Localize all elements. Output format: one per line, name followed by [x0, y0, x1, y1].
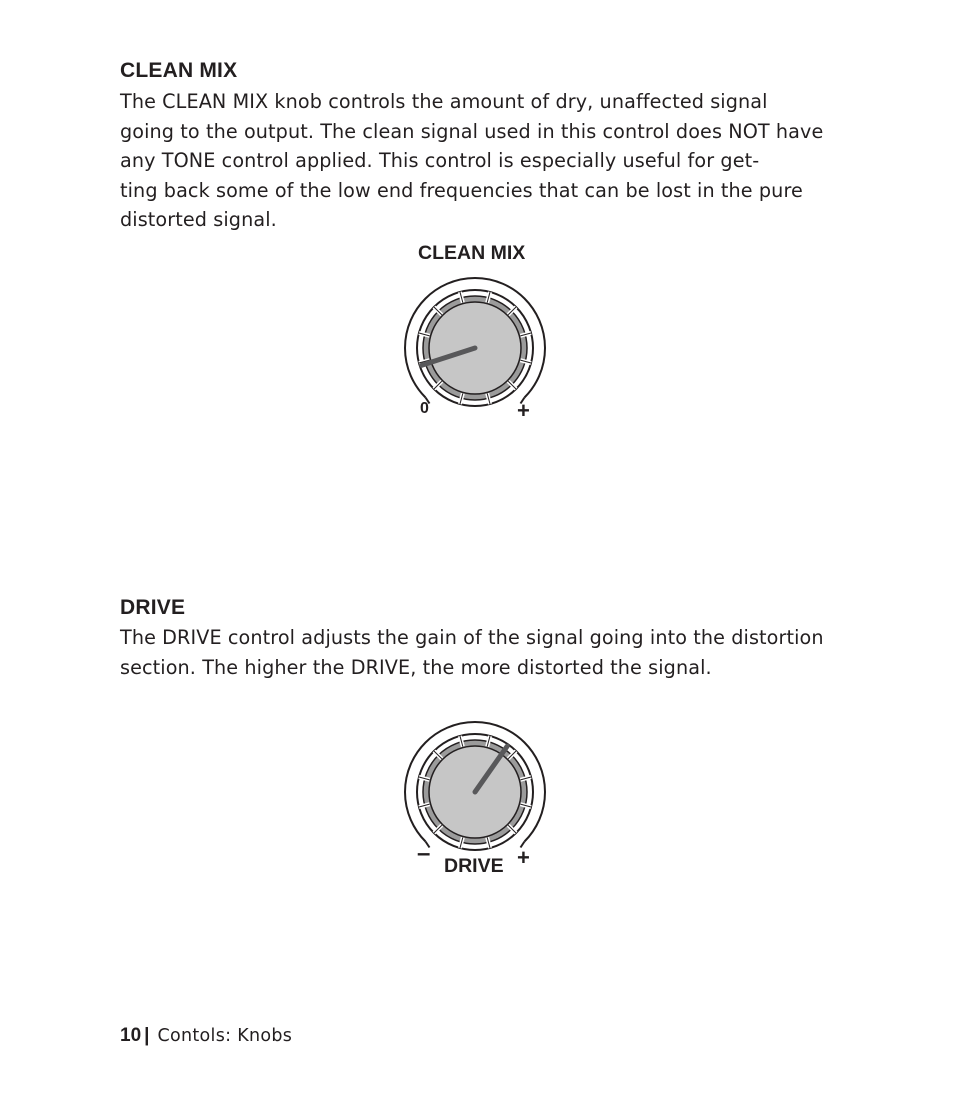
text-line: The DRIVE control adjusts the gain of the signal going into the distortion: [120, 626, 824, 649]
clean-mix-min-mark: 0: [420, 400, 429, 417]
page-footer: [120, 1025, 292, 1047]
page-number: 10: [120, 1025, 142, 1046]
text-line: any TONE control applied. This control is especially useful for get-: [120, 149, 760, 173]
footer-separator: |: [144, 1025, 150, 1046]
text-line: distorted signal.: [120, 208, 277, 232]
drive-knob-label: DRIVE: [444, 855, 504, 877]
text-line: section. The higher the DRIVE, the more distorted the signal.: [120, 655, 712, 679]
drive-max-mark: +: [517, 845, 530, 870]
drive-heading: DRIVE: [120, 596, 186, 619]
clean-mix-max-mark: +: [517, 398, 530, 423]
drive-description: [120, 623, 890, 682]
footer-section-title: Contols: Knobs: [157, 1026, 293, 1046]
clean-mix-knob[interactable]: [395, 268, 555, 428]
drive-min-mark: –: [417, 840, 431, 867]
text-line: ting back some of the low end frequencies that can be lost in the pure: [120, 178, 803, 202]
clean-mix-description: [120, 87, 890, 235]
clean-mix-heading: CLEAN MIX: [120, 59, 238, 82]
text-line: The CLEAN MIX knob controls the amount of dry, unaffected signal: [120, 90, 768, 113]
text-line: going to the output. The clean signal used in this control does NOT have: [120, 119, 824, 143]
clean-mix-knob-label: CLEAN MIX: [418, 242, 526, 264]
